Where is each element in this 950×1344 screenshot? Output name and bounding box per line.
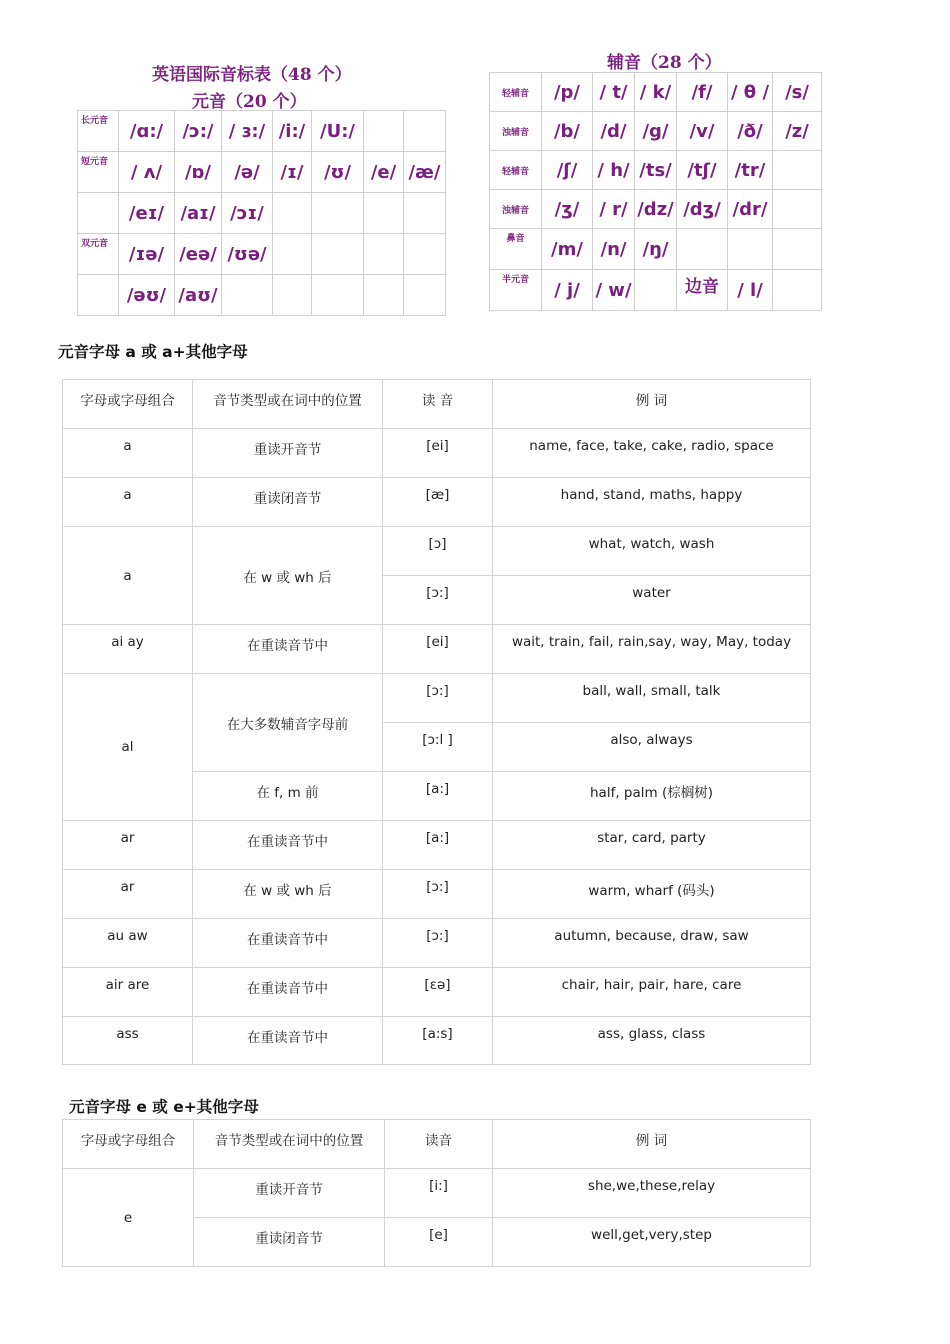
column-header: 读 音 — [383, 380, 493, 429]
consonant-row — [490, 151, 822, 190]
table-row — [63, 674, 811, 723]
vowel-row-diphthong-2 — [78, 234, 446, 275]
phoneme-cell: /ʊ/ — [312, 152, 364, 193]
phoneme-cell: /f/ — [677, 73, 728, 112]
position-cell: 在重读音节中 — [193, 625, 383, 674]
phoneme-cell: /eɪ/ — [119, 193, 175, 234]
phoneme-cell — [773, 270, 822, 311]
phoneme-cell — [364, 275, 404, 316]
vowel-row-long — [78, 111, 446, 152]
table-row — [63, 1169, 811, 1218]
phoneme-cell: /dʒ/ — [677, 190, 728, 229]
position-cell: 在大多数辅音字母前 — [193, 674, 383, 772]
table-row — [63, 527, 811, 576]
phoneme-cell: /n/ — [593, 229, 635, 270]
phoneme-cell: /ð/ — [728, 112, 773, 151]
sound-cell: [ei] — [383, 625, 493, 674]
sound-cell: [i:] — [385, 1169, 493, 1218]
phoneme-cell: /s/ — [773, 73, 822, 112]
example-cell: warm, wharf (码头) — [493, 870, 811, 919]
sound-cell: [a:] — [383, 821, 493, 870]
example-cell: half, palm (棕榈树) — [493, 772, 811, 821]
phoneme-cell: / r/ — [593, 190, 635, 229]
table-row — [63, 821, 811, 870]
consonant-row-label: 半元音 — [490, 270, 542, 311]
letter-cell: ar — [63, 870, 193, 919]
position-cell: 在 w 或 wh 后 — [193, 870, 383, 919]
sound-cell: [ɔ:] — [383, 674, 493, 723]
phoneme-cell — [312, 275, 364, 316]
table-row — [63, 919, 811, 968]
example-cell: name, face, take, cake, radio, space — [493, 429, 811, 478]
position-cell: 在 f, m 前 — [193, 772, 383, 821]
sound-cell: [a:s] — [383, 1017, 493, 1065]
sound-cell: [ɛə] — [383, 968, 493, 1017]
phoneme-cell: / θ / — [728, 73, 773, 112]
phoneme-cell: /tʃ/ — [677, 151, 728, 190]
phoneme-cell — [773, 151, 822, 190]
phoneme-cell — [773, 190, 822, 229]
phoneme-cell: / w/ — [593, 270, 635, 311]
section-a-heading: 元音字母 a 或 a+其他字母 — [58, 343, 248, 361]
phoneme-cell: /b/ — [542, 112, 593, 151]
vowel-row-diphthong-3 — [78, 275, 446, 316]
column-header: 音节类型或在词中的位置 — [194, 1120, 385, 1169]
phoneme-cell: /p/ — [542, 73, 593, 112]
phoneme-cell: /g/ — [635, 112, 677, 151]
phoneme-cell — [404, 193, 446, 234]
phoneme-cell — [273, 234, 312, 275]
phoneme-cell: /ɪ/ — [273, 152, 312, 193]
phoneme-cell: / ʌ/ — [119, 152, 175, 193]
example-cell: she,we,these,relay — [493, 1169, 811, 1218]
table-row — [63, 478, 811, 527]
phoneme-cell: /ʊə/ — [222, 234, 273, 275]
consonant-row — [490, 190, 822, 229]
consonant-row — [490, 270, 822, 311]
table-row — [63, 625, 811, 674]
column-header: 读音 — [385, 1120, 493, 1169]
consonant-row — [490, 112, 822, 151]
phoneme-cell: /ʃ/ — [542, 151, 593, 190]
example-cell: water — [493, 576, 811, 625]
phoneme-cell — [404, 275, 446, 316]
phoneme-cell: /i:/ — [273, 111, 312, 152]
phoneme-cell: /v/ — [677, 112, 728, 151]
table-row — [63, 1017, 811, 1065]
letter-cell: ass — [63, 1017, 193, 1065]
phoneme-cell: /aɪ/ — [175, 193, 222, 234]
vowel-row-diphthong-1 — [78, 193, 446, 234]
column-header: 例 词 — [493, 1120, 811, 1169]
example-cell: what, watch, wash — [493, 527, 811, 576]
position-cell: 重读开音节 — [193, 429, 383, 478]
position-cell: 在 w 或 wh 后 — [193, 527, 383, 625]
phoneme-cell: /ɔ:/ — [175, 111, 222, 152]
table-row — [63, 968, 811, 1017]
phoneme-cell: / j/ — [542, 270, 593, 311]
letter-cell: a — [63, 429, 193, 478]
phoneme-cell — [273, 275, 312, 316]
section-e-table — [62, 1119, 811, 1267]
phoneme-cell — [677, 229, 728, 270]
vowel-chart — [77, 110, 446, 316]
consonant-row-label: 浊辅音 — [490, 190, 542, 229]
phoneme-cell — [404, 111, 446, 152]
table-row — [63, 870, 811, 919]
sound-cell: [æ] — [383, 478, 493, 527]
vowel-chart-title: 英语国际音标表（48 个） — [152, 65, 352, 85]
position-cell: 在重读音节中 — [193, 919, 383, 968]
letter-cell: au aw — [63, 919, 193, 968]
column-header: 字母或字母组合 — [63, 1120, 194, 1169]
sound-cell: [ɔ:] — [383, 919, 493, 968]
consonant-chart — [489, 72, 822, 311]
letter-cell: a — [63, 527, 193, 625]
phoneme-cell — [404, 234, 446, 275]
phoneme-cell: / ɜ:/ — [222, 111, 273, 152]
phoneme-cell — [364, 234, 404, 275]
phoneme-cell: /aʊ/ — [175, 275, 222, 316]
phoneme-cell: /æ/ — [404, 152, 446, 193]
phoneme-cell: /z/ — [773, 112, 822, 151]
vowel-row-label — [78, 275, 119, 316]
letter-cell: ar — [63, 821, 193, 870]
sound-cell: [ɔ:] — [383, 576, 493, 625]
position-cell: 重读闭音节 — [194, 1218, 385, 1267]
example-cell: hand, stand, maths, happy — [493, 478, 811, 527]
phoneme-cell: /eə/ — [175, 234, 222, 275]
vowel-row-label: 短元音 — [78, 152, 119, 193]
table-row — [63, 429, 811, 478]
phoneme-cell: /ɒ/ — [175, 152, 222, 193]
position-cell: 在重读音节中 — [193, 968, 383, 1017]
phoneme-cell: /dz/ — [635, 190, 677, 229]
phoneme-cell — [364, 193, 404, 234]
phoneme-cell — [773, 229, 822, 270]
section-a-table — [62, 379, 811, 1065]
phoneme-cell: /ə/ — [222, 152, 273, 193]
phoneme-cell: /ɪə/ — [119, 234, 175, 275]
phoneme-cell — [312, 234, 364, 275]
letter-cell: al — [63, 674, 193, 821]
consonant-chart-title: 辅音（28 个） — [607, 53, 722, 73]
phoneme-cell: / h/ — [593, 151, 635, 190]
phoneme-cell: /ɑ:/ — [119, 111, 175, 152]
consonant-row-label: 浊辅音 — [490, 112, 542, 151]
phoneme-cell — [312, 193, 364, 234]
sound-cell: [ei] — [383, 429, 493, 478]
phoneme-cell: /dr/ — [728, 190, 773, 229]
position-cell: 重读开音节 — [194, 1169, 385, 1218]
letter-cell: a — [63, 478, 193, 527]
sound-cell: [ɔ] — [383, 527, 493, 576]
position-cell: 在重读音节中 — [193, 1017, 383, 1065]
phoneme-cell: / l/ — [728, 270, 773, 311]
consonant-row-label: 轻辅音 — [490, 151, 542, 190]
phoneme-cell: /m/ — [542, 229, 593, 270]
example-cell: well,get,very,step — [493, 1218, 811, 1267]
table-header-row — [63, 1120, 811, 1169]
phoneme-cell: /ŋ/ — [635, 229, 677, 270]
table-header-row — [63, 380, 811, 429]
consonant-row — [490, 73, 822, 112]
letter-cell: air are — [63, 968, 193, 1017]
phoneme-cell: /əʊ/ — [119, 275, 175, 316]
phoneme-cell: / k/ — [635, 73, 677, 112]
column-header: 例 词 — [493, 380, 811, 429]
example-cell: autumn, because, draw, saw — [493, 919, 811, 968]
position-cell: 重读闭音节 — [193, 478, 383, 527]
vowel-chart-subtitle: 元音（20 个） — [192, 92, 307, 112]
column-header: 音节类型或在词中的位置 — [193, 380, 383, 429]
phoneme-cell — [728, 229, 773, 270]
consonant-row-label: 轻辅音 — [490, 73, 542, 112]
consonant-row — [490, 229, 822, 270]
phoneme-cell: /ʒ/ — [542, 190, 593, 229]
phoneme-cell — [222, 275, 273, 316]
lateral-label: 边音 — [677, 270, 728, 311]
position-cell: 在重读音节中 — [193, 821, 383, 870]
letter-cell: ai ay — [63, 625, 193, 674]
example-cell: chair, hair, pair, hare, care — [493, 968, 811, 1017]
phoneme-cell: /ts/ — [635, 151, 677, 190]
vowel-row-label: 双元音 — [78, 234, 119, 275]
sound-cell: [ɔ:] — [383, 870, 493, 919]
phoneme-cell: / t/ — [593, 73, 635, 112]
vowel-row-label — [78, 193, 119, 234]
vowel-row-short — [78, 152, 446, 193]
example-cell: star, card, party — [493, 821, 811, 870]
consonant-row-label: 鼻音 — [490, 229, 542, 270]
phoneme-cell: /U:/ — [312, 111, 364, 152]
sound-cell: [e] — [385, 1218, 493, 1267]
phoneme-cell: /d/ — [593, 112, 635, 151]
vowel-row-label: 长元音 — [78, 111, 119, 152]
column-header: 字母或字母组合 — [63, 380, 193, 429]
sound-cell: [a:] — [383, 772, 493, 821]
phoneme-cell: /tr/ — [728, 151, 773, 190]
sound-cell: [ɔ:l ] — [383, 723, 493, 772]
phoneme-cell — [635, 270, 677, 311]
phoneme-cell: /ɔɪ/ — [222, 193, 273, 234]
example-cell: ass, glass, class — [493, 1017, 811, 1065]
example-cell: ball, wall, small, talk — [493, 674, 811, 723]
phoneme-cell: /e/ — [364, 152, 404, 193]
example-cell: also, always — [493, 723, 811, 772]
letter-cell: e — [63, 1169, 194, 1267]
phoneme-cell — [273, 193, 312, 234]
example-cell: wait, train, fail, rain,say, way, May, today — [493, 625, 811, 674]
phoneme-cell — [364, 111, 404, 152]
section-e-heading: 元音字母 e 或 e+其他字母 — [69, 1098, 259, 1116]
